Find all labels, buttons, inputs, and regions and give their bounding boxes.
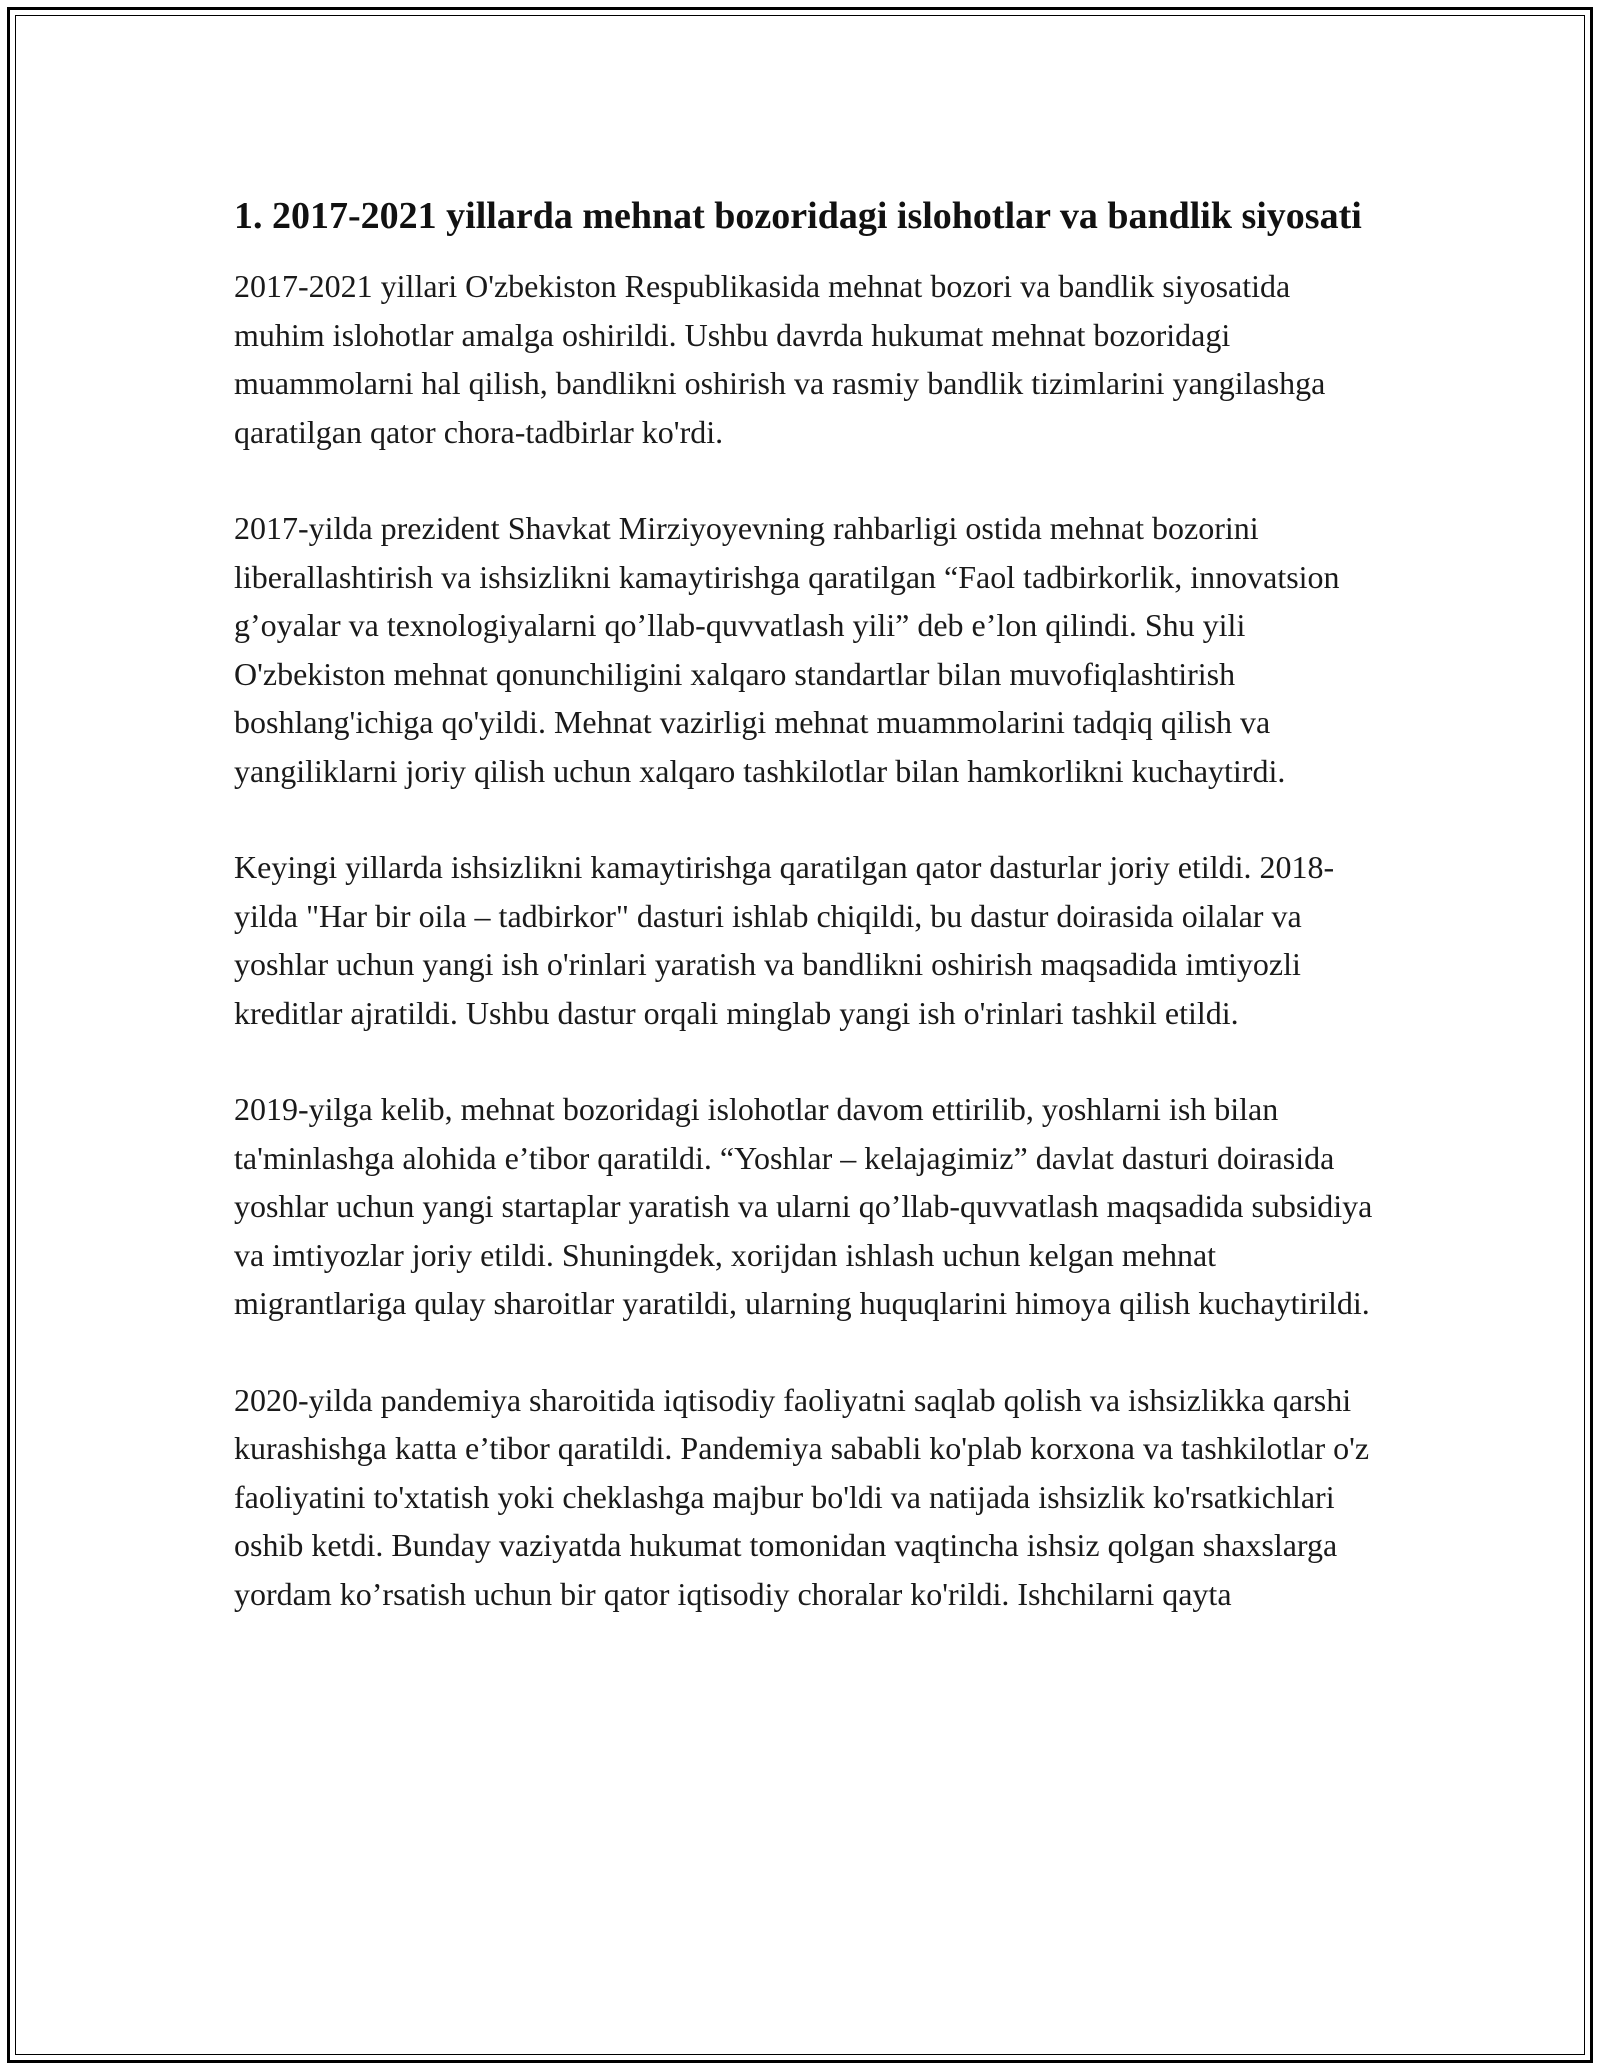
paragraph-2019: 2019-yilga kelib, mehnat bozoridagi islohotlar davom ettirilib, yoshlarni ish bilan ta'minlashga alohida e’tibor qaratildi. “Yoshlar – kelajagimiz” davlat dasturi doirasida yoshlar uchun yangi startaplar yaratish va ularni qo’llab-quvvatlash maqsadida subsidiya va imtiyozlar joriy etildi. Shuningdek, xorijdan ishlash uchun kelgan mehnat migrantlariga qulay sharoitlar yaratildi, ularning huquqlarini himoya qilish kuchaytirildi. [234,1091,1373,1321]
document-body [234,188,1384,1666]
paragraph-2018: Keyingi yillarda ishsizlikni kamaytirishga qaratilgan qator dasturlar joriy etildi. 2018-yilda "Har bir oila – tadbirkor" dasturi ishlab chiqildi, bu dastur doirasida oilalar va yoshlar uchun yangi ish o'rinlari yaratish va bandlikni oshirish maqsadida imtiyozli kreditlar ajratildi. Ushbu dastur orqali minglab yangi ish o'rinlari tashkil etildi. [234,849,1335,1031]
paragraph-2020: 2020-yilda pandemiya sharoitida iqtisodiy faoliyatni saqlab qolish va ishsizlikka qarshi kurashishga katta e’tibor qaratildi. Pandemiya sababli ko'plab korxona va tashkilotlar o'z faoliyatini to'xtatish yoki cheklashga majbur bo'ldi va natijada ishsizlik ko'rsatkichlari oshib ketdi. Bunday vaziyatda hukumat tomonidan vaqtincha ishsiz qolgan shaxslarga yordam ko’rsatish uchun bir qator iqtisodiy choralar ko'rildi. Ishchilarni qayta [234,1381,1370,1612]
section-heading: 1. 2017-2021 yillarda mehnat bozoridagi islohotlar va bandlik siyosati [234,195,1362,237]
paragraph-intro: 2017-2021 yillari O'zbekiston Respublikasida mehnat bozori va bandlik siyosatida muhim islohotlar amalga oshirildi. Ushbu davrda hukumat mehnat bozoridagi muammolarni hal qilish, bandlikni oshirish va rasmiy bandlik tizimlarini yangilashga qaratilgan qator chora-tadbirlar ko'rdi. [234,268,1326,450]
paragraph-2017: 2017-yilda prezident Shavkat Mirziyoyevning rahbarligi ostida mehnat bozorini liberallashtirish va ishsizlikni kamaytirishga qaratilgan “Faol tadbirkorlik, innovatsion g’oyalar va texnologiyalarni qo’llab-quvvatlash yili” deb e’lon qilindi. Shu yili O'zbekiston mehnat qonunchiligini xalqaro standartlar bilan muvofiqlashtirish boshlang'ichiga qo'yildi. Mehnat vazirligi mehnat muammolarini tadqiq qilish va yangiliklarni joriy qilish uchun xalqaro tashkilotlar bilan hamkorlikni kuchaytirdi. [234,510,1340,789]
